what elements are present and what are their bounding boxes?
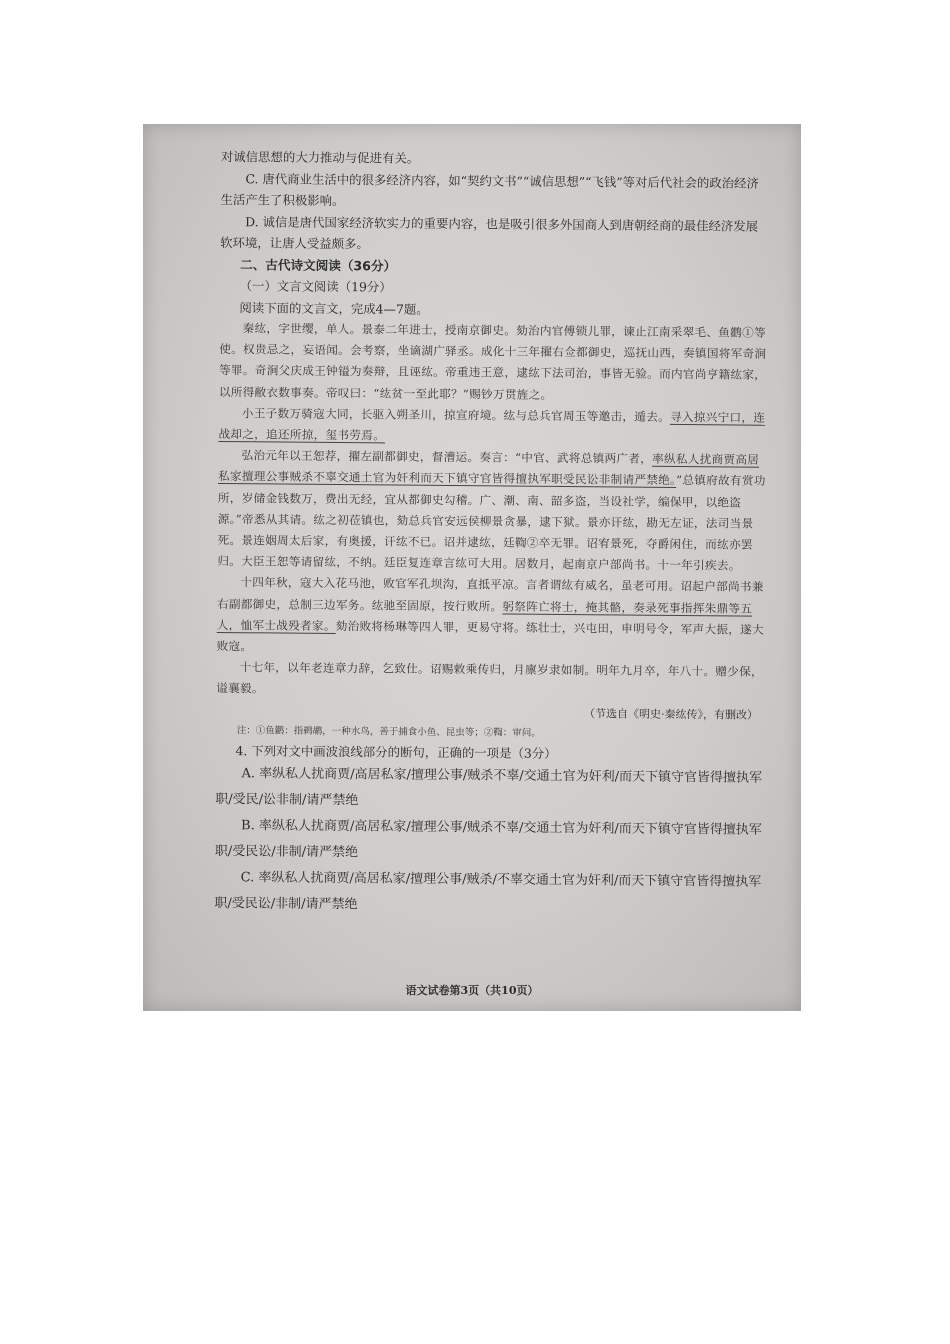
prev-option-d: D. 诚信是唐代国家经济软实力的重要内容，也是吸引很多外国商人到唐朝经商的最佳经济发展软环境，让唐人受益颇多。: [220, 213, 759, 252]
passage-paragraph-3: [217, 445, 766, 577]
passage-paragraph-4: [217, 572, 766, 662]
subsection-title: （一）文言文阅读（19分）: [239, 278, 392, 295]
question-4-option-c: C. 率纵私人扰商贾/高居私家/擅理公事/贼杀/不辜交通土官为奸利/而天下镇守官皆得擅执军职/受民讼/非制/请严禁绝: [214, 870, 762, 913]
prev-line-1: 对诚信思想的大力推动与促进有关。: [220, 148, 420, 166]
p3-wavy-underlined: 率纵私人扰商贾高居私家擅理公事贼杀不辜交通土官为奸利而天下镇守官皆得擅执军职受民讼非制请严禁绝。: [218, 451, 760, 488]
passage-source: （节选自《明史·秦纮传》，有删改）: [584, 706, 759, 722]
p2-text: 小王子数万骑寇大同，长驱入朔圣川，掠宣府境。纮与总兵官周玉等邀击，遁去。: [241, 406, 671, 424]
question-4-option-b: B. 率纵私人扰商贾/高居私家/擅理公事/贼杀不辜/交通土官为奸利/而天下镇守官皆得擅执军职/受民讼/非制/请严禁绝: [214, 818, 762, 861]
page-content: [214, 146, 769, 922]
p4-underlined: 躬祭阵亡将士，掩其骼，奏录死事指挥朱鼎等五人，恤军士战殁者家。: [216, 599, 753, 633]
p3-text-a: 弘治元年以王恕荐，擢左副都御史，督漕运。奏言：“中官、武将总镇两广者，: [241, 448, 653, 466]
p4-text-a: 十四年秋，寇大入花马池，败官军孔坝沟，直抵平凉。言者谓纮有威名，虽老可用。诏起户部尚书兼右副都御史，总制三边军务。纮驰至固原，按行败所。: [216, 575, 764, 614]
reading-instruction: 阅读下面的文言文，完成4—7题。: [239, 299, 429, 317]
p4-text-b: 劾治败将杨琳等四人罪，更易守将。练壮士，兴屯田，申明号令，军声大振，遂大败寇。: [216, 618, 765, 654]
question-4-option-a: A. 率纵私人扰商贾/高居私家/擅理公事/贼杀不辜/交通土官为奸利/而天下镇守官皆得擅执军职/受民/讼非制/请严禁绝: [215, 766, 763, 809]
p3-text-b: ”总镇府故有赏功所，岁储金钱数万，费出无经，宜从都御史勾稽。广、潮、南、韶多盗，当设社学，编保甲，以绝盗源。”帝悉从其请。纮之初莅镇也，劾总兵官安远侯柳景贪暴，逮下狱。景亦讦纮，勘无左证，法司当景死。景连姻周太后家，有奥援，讦纮不已。诏并逮纮，廷鞫②卒无罪。诏宥景死，夺爵闲住，而纮亦罢归。大臣王恕等请留纮，不纳。廷臣复连章言纮可大用。居数月，起南京户部尚书。十一年引疾去。: [217, 473, 766, 573]
passage-paragraph-1: 秦纮，字世缨，单人。景泰二年进士，授南京御史。劾治内官傅锁儿罪，谏止江南采翠毛、鱼鹳①等使。权贵忌之，妄语闻。会考察，坐谪湖广驿丞。成化十三年擢右佥都御史，巡抚山西，奏镇国将军奇涧等罪。奇涧父庆成王钟镒为奏辩，且诬纮。帝重违王意，逮纮下法司治，事皆无验。而内官尚亨籍纮家，以所得敝衣数事奏。帝叹曰：“纮贫一至此耶？”赐钞万贯旌之。: [218, 321, 767, 402]
classical-passage: [216, 318, 767, 704]
passage-paragraph-5: 十七年，以年老连章力辞，乞致仕。诏赐敕乘传归，月廪岁隶如制。明年九月卒，年八十。赠少保，谥襄毅。: [216, 660, 764, 696]
page-footer: 语文试卷第3页（共10页）: [405, 984, 539, 997]
prev-option-c: C. 唐代商业生活中的很多经济内容，如“契约文书”“诚信思想”“飞钱”等对后代社会的政治经济生活产生了积极影响。: [220, 170, 759, 209]
p2-underlined: 寻入掠兴宁口，连战却之，追还所掠，玺书劳焉。: [218, 409, 766, 443]
photographed-exam-page: [143, 124, 801, 1011]
question-4-stem: 4. 下列对文中画波浪线部分的断句，正确的一项是（3分）: [235, 742, 557, 761]
passage-paragraph-2: [218, 403, 766, 450]
passage-note: 注：①鱼鹳：指鹈鹕，一种水鸟，善于捕食小鱼、昆虫等；②鞫：审问。: [236, 724, 541, 739]
section-title: 二、古代诗文阅读（36分）: [240, 256, 397, 274]
